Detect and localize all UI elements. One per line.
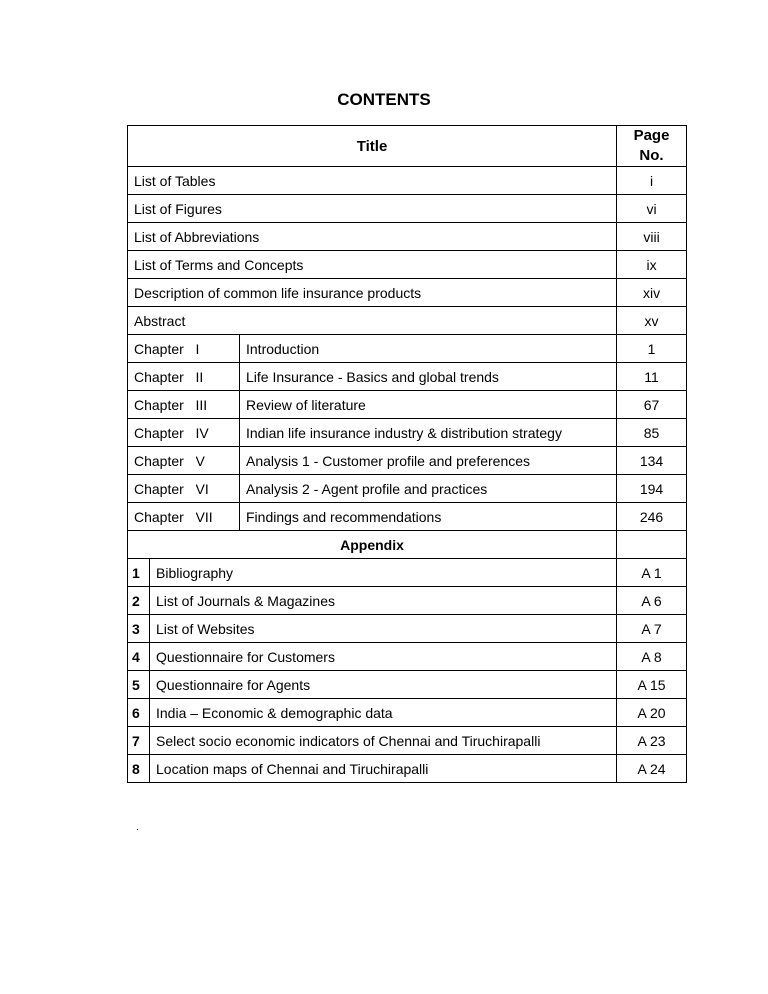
front-matter-row [128, 167, 687, 195]
appendix-title: Location maps of Chennai and Tiruchirapalli [150, 755, 617, 783]
chapter-title: Indian life insurance industry & distribution strategy [240, 419, 617, 447]
appendix-number: 1 [128, 559, 150, 587]
appendix-title: India – Economic & demographic data [150, 699, 617, 727]
chapter-label: Chapter [128, 363, 196, 391]
appendix-row [128, 643, 687, 671]
appendix-number: 6 [128, 699, 150, 727]
appendix-row [128, 615, 687, 643]
appendix-title: Bibliography [150, 559, 617, 587]
page-number: A 6 [617, 587, 687, 615]
contents-table [127, 125, 687, 783]
appendix-number: 2 [128, 587, 150, 615]
page-number: xv [617, 307, 687, 335]
chapter-label: Chapter [128, 335, 196, 363]
front-matter-row [128, 307, 687, 335]
page-number: A 20 [617, 699, 687, 727]
page-number: viii [617, 223, 687, 251]
chapter-row [128, 419, 687, 447]
entry-title: List of Tables [128, 167, 617, 195]
contents-body [128, 167, 687, 783]
chapter-title: Introduction [240, 335, 617, 363]
chapter-row [128, 363, 687, 391]
entry-title: Abstract [128, 307, 617, 335]
appendix-title: List of Journals & Magazines [150, 587, 617, 615]
chapter-row [128, 447, 687, 475]
appendix-row [128, 727, 687, 755]
appendix-row [128, 559, 687, 587]
page-number: 246 [617, 503, 687, 531]
table-header-row [128, 126, 687, 167]
page-number: 134 [617, 447, 687, 475]
appendix-title: Questionnaire for Agents [150, 671, 617, 699]
page-number: vi [617, 195, 687, 223]
chapter-row [128, 391, 687, 419]
page-number: 85 [617, 419, 687, 447]
entry-title: List of Terms and Concepts [128, 251, 617, 279]
chapter-number: VII [196, 503, 240, 531]
appendix-number: 3 [128, 615, 150, 643]
appendix-title: Questionnaire for Customers [150, 643, 617, 671]
front-matter-row [128, 251, 687, 279]
appendix-heading: Appendix [128, 531, 617, 559]
appendix-heading-row [128, 531, 687, 559]
chapter-number: IV [196, 419, 240, 447]
page-number: 194 [617, 475, 687, 503]
page-title: CONTENTS [337, 90, 431, 109]
appendix-row [128, 755, 687, 783]
chapter-number: II [196, 363, 240, 391]
title-column-header: Title [128, 126, 617, 167]
front-matter-row [128, 195, 687, 223]
page-header-line2: No. [639, 147, 664, 164]
chapter-row [128, 475, 687, 503]
chapter-label: Chapter [128, 447, 196, 475]
entry-title: Description of common life insurance products [128, 279, 617, 307]
chapter-title: Life Insurance - Basics and global trends [240, 363, 617, 391]
chapter-label: Chapter [128, 475, 196, 503]
page-header-line1: Page [633, 127, 670, 144]
page-number: ix [617, 251, 687, 279]
chapter-label: Chapter [128, 391, 196, 419]
appendix-number: 8 [128, 755, 150, 783]
page-number: 11 [617, 363, 687, 391]
appendix-number: 5 [128, 671, 150, 699]
page-number: 67 [617, 391, 687, 419]
page-number: A 24 [617, 755, 687, 783]
chapter-label: Chapter [128, 419, 196, 447]
front-matter-row [128, 279, 687, 307]
entry-title: List of Abbreviations [128, 223, 617, 251]
page-number: A 7 [617, 615, 687, 643]
page-number: A 8 [617, 643, 687, 671]
page-number: xiv [617, 279, 687, 307]
chapter-title: Findings and recommendations [240, 503, 617, 531]
chapter-title: Analysis 2 - Agent profile and practices [240, 475, 617, 503]
appendix-number: 7 [128, 727, 150, 755]
chapter-row [128, 503, 687, 531]
page-column-header [617, 126, 687, 167]
chapter-number: VI [196, 475, 240, 503]
chapter-number: III [196, 391, 240, 419]
entry-title: List of Figures [128, 195, 617, 223]
appendix-row [128, 699, 687, 727]
appendix-row [128, 671, 687, 699]
page-number: i [617, 167, 687, 195]
front-matter-row [128, 223, 687, 251]
appendix-heading-page [617, 531, 687, 559]
footer-mark: . [136, 822, 139, 833]
chapter-title: Review of literature [240, 391, 617, 419]
chapter-number: I [196, 335, 240, 363]
chapter-row [128, 335, 687, 363]
page-number: A 1 [617, 559, 687, 587]
appendix-title: Select socio economic indicators of Chennai and Tiruchirapalli [150, 727, 617, 755]
page-number: 1 [617, 335, 687, 363]
appendix-number: 4 [128, 643, 150, 671]
appendix-title: List of Websites [150, 615, 617, 643]
chapter-title: Analysis 1 - Customer profile and preferences [240, 447, 617, 475]
page-number: A 15 [617, 671, 687, 699]
chapter-number: V [196, 447, 240, 475]
page-number: A 23 [617, 727, 687, 755]
appendix-row [128, 587, 687, 615]
chapter-label: Chapter [128, 503, 196, 531]
